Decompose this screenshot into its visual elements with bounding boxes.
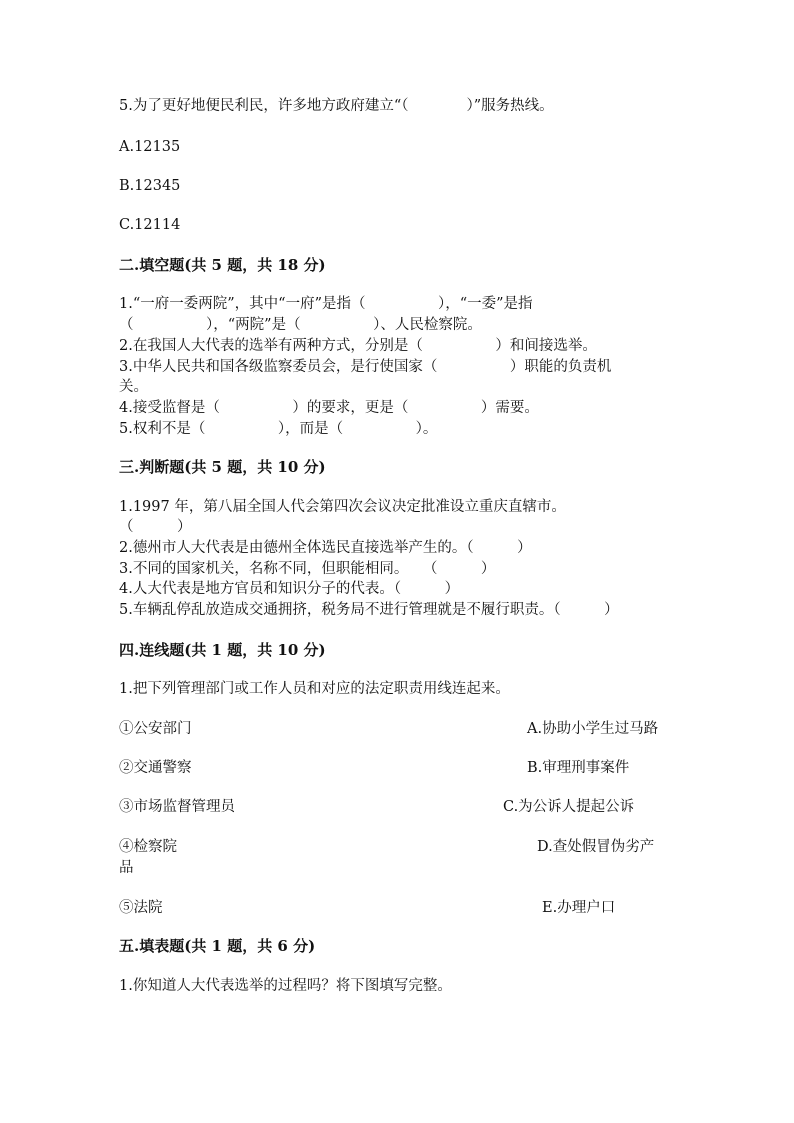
option-c: C.12114 (119, 217, 181, 233)
match-left-item: ⑤法院 (119, 900, 163, 916)
match-right-item: A.协助小学生过马路 (527, 721, 659, 737)
match-right-item: D.查处假冒伪劣产 (537, 839, 655, 855)
list-item: 1.“一府一委两院”，其中“一府”是指（ ），“一委”是指 (119, 296, 533, 312)
list-item: 3.中华人民共和国各级监察委员会，是行使国家（ ）职能的负责机 (119, 359, 612, 375)
section-title: 三.判断题(共 5 题，共 10 分) (119, 458, 326, 476)
question-text: 1.你知道人大代表选举的过程吗？将下图填写完整。 (119, 978, 452, 994)
list-item: 2.在我国人大代表的选举有两种方式，分别是（ ）和间接选举。 (119, 338, 597, 354)
list-item: 4.人大代表是地方官员和知识分子的代表。（ ） (119, 581, 460, 597)
match-right-item: E.办理户口 (542, 900, 616, 916)
match-left-item: ④检察院 (119, 839, 177, 855)
match-right-item: B.审理刑事案件 (527, 760, 630, 776)
list-item: 关。 (119, 379, 148, 395)
list-item: 3.不同的国家机关，名称不同，但职能相同。 （ ） (119, 561, 496, 577)
list-item: （ ） (119, 519, 192, 535)
question-text: 1.把下列管理部门或工作人员和对应的法定职责用线连起来。 (119, 681, 510, 697)
list-item: 4.接受监督是（ ）的要求，更是（ ）需要。 (119, 400, 539, 416)
list-item: 1.1997 年，第八届全国人代会第四次会议决定批准设立重庆直辖市。 (119, 499, 566, 515)
list-item: 5.车辆乱停乱放造成交通拥挤，税务局不进行管理就是不履行职责。（ ） (119, 602, 619, 618)
match-left-item: ①公安部门 (119, 721, 192, 737)
section-title: 五.填表题(共 1 题，共 6 分) (119, 937, 316, 955)
list-item: 5.权利不是（ ），而是（ ）。 (119, 421, 438, 437)
list-item: 2.德州市人大代表是由德州全体选民直接选举产生的。（ ） (119, 540, 532, 556)
option-a: A.12135 (119, 139, 181, 155)
question-5-text: 5.为了更好地便民利民，许多地方政府建立“（ ）”服务热线。 (119, 98, 554, 114)
match-wrap-tail: 品 (119, 860, 134, 876)
match-left-item: ②交通警察 (119, 760, 192, 776)
match-right-item: C.为公诉人提起公诉 (503, 799, 635, 815)
section-title: 二.填空题(共 5 题，共 18 分) (119, 256, 326, 274)
option-b: B.12345 (119, 178, 181, 194)
section-title: 四.连线题(共 1 题，共 10 分) (119, 641, 326, 659)
list-item: （ ），“两院”是（ ）、人民检察院。 (119, 317, 482, 333)
match-left-item: ③市场监督管理员 (119, 799, 235, 815)
